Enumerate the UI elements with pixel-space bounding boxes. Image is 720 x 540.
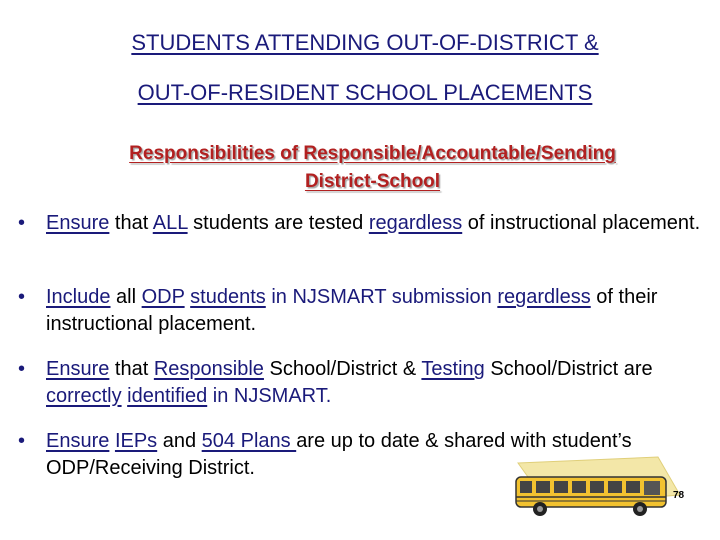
keyword: correctly	[46, 385, 122, 407]
keyword: 504 Plans	[201, 430, 297, 452]
keyword: regardless	[497, 286, 591, 308]
text-run: and	[157, 430, 202, 452]
bus-hubcap	[537, 506, 543, 512]
keyword: ODP	[141, 286, 185, 308]
bullet-marker: •	[18, 212, 26, 234]
bus-window	[554, 481, 568, 493]
keyword: Testing	[421, 358, 485, 380]
text-run: of instructional placement.	[462, 212, 701, 234]
text-run: students are tested	[187, 212, 369, 234]
bus-window	[626, 481, 640, 493]
bus-window	[536, 481, 550, 493]
bus-windshield	[644, 481, 660, 495]
bullet-marker: •	[18, 430, 26, 452]
bullet-marker: •	[18, 358, 26, 380]
bus-window	[520, 481, 532, 493]
text-run: that	[109, 358, 154, 380]
keyword: Ensure	[46, 212, 110, 234]
keyword: regardless	[368, 212, 463, 234]
keyword: Include	[46, 286, 111, 308]
text-run: of their instructional placement.	[46, 286, 658, 335]
subtitle-line-1: Responsibilities of Responsible/Accountable/Sending	[129, 143, 616, 164]
keyword: Ensure	[46, 430, 110, 452]
bus-hubcap	[637, 506, 643, 512]
subtitle-line-2: District-School	[304, 171, 441, 192]
text-run: in NJSMART submission	[265, 286, 498, 308]
keyword: Responsible	[153, 358, 264, 380]
bus-window	[572, 481, 586, 493]
bullet-item-2	[18, 284, 708, 338]
bullet-text	[46, 356, 708, 410]
bus-window	[590, 481, 604, 493]
bullet-item-3	[18, 356, 708, 410]
text-run: that	[109, 212, 153, 234]
bullet-item-1	[18, 210, 708, 237]
slide-title-line-2: OUT-OF-RESIDENT SCHOOL PLACEMENTS	[137, 80, 593, 105]
keyword: students	[190, 286, 266, 308]
keyword: identified	[127, 385, 208, 407]
keyword: IEPs	[114, 430, 158, 452]
text-run: in NJSMART.	[207, 385, 332, 407]
text-run: School/District &	[263, 358, 422, 380]
bullet-text	[46, 210, 708, 237]
slide-subtitle	[40, 140, 705, 196]
bullet-text	[46, 284, 708, 338]
keyword: Ensure	[46, 358, 110, 380]
slide-title-line-1: STUDENTS ATTENDING OUT-OF-DISTRICT &	[131, 30, 599, 55]
bullet-marker: •	[18, 286, 26, 308]
page-number: 78	[673, 490, 685, 501]
text-run: are up to date & shared with student’s ODP/Receiving District.	[46, 430, 632, 479]
bus-window	[608, 481, 622, 493]
text-run: all	[110, 286, 142, 308]
text-run: School/District are	[484, 358, 653, 380]
keyword: ALL	[152, 212, 188, 234]
school-bus-icon	[508, 455, 688, 525]
